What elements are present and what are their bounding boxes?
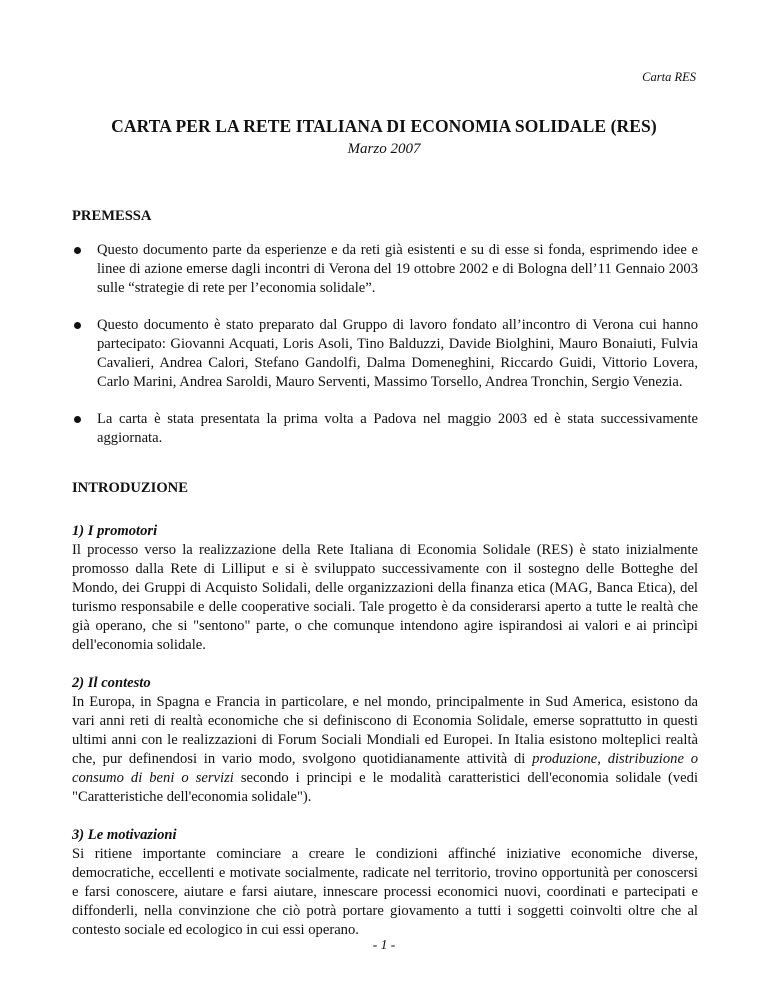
paragraph-text: In Europa, in Spagna e Francia in particolare, e nel mondo, principalmente in Sud America, esistono da vari anni reti di realtà economiche che si definiscono di Economia Solidale, emerse soprattutto in questi ultimi anni con le realizzazioni di Forum Sociali Mondiali ed Europei. In Italia esistono molteplici realtà che, pur definendosi in vario modo, svolgono quotidianamente attività di <box>72 694 698 767</box>
paragraph-promotori: Il processo verso la realizzazione della Rete Italiana di Economia Solidale (RES) è stato inizialmente promosso dalla Rete di Lilliput e si è sviluppato successivamente con il sostegno delle Botteghe del Mondo, dei Gruppi di Acquisto Solidali, delle organizzazioni della finanza etica (MAG, Banca Etica), del turismo responsabile e delle cooperative sociali. Tale progetto è da considerarsi aperto a tutte le realtà che già operano, che si "sentono" parte, o che comunque intendono agire ispirandosi ai valori e ai princìpi dell'economia solidale. <box>72 542 698 653</box>
premessa-list <box>72 241 698 448</box>
page-number: - 1 - <box>372 937 396 952</box>
list-item <box>72 410 698 448</box>
subsection-title-motivazioni: 3) Le motivazioni <box>72 827 177 843</box>
subsection-title-contesto: 2) Il contesto <box>72 675 151 691</box>
bullet-icon <box>74 247 81 254</box>
list-item <box>72 316 698 392</box>
paragraph-text: secondo i principi e le modalità caratteristici dell'economia solidale (vedi "Caratteristiche dell'economia solidale"). <box>72 770 698 805</box>
bullet-icon <box>74 322 81 329</box>
list-item-text: Questo documento parte da esperienze e da reti già esistenti e su di esse si fonda, esprimendo idee e linee di azione emerse dagli incontri di Verona del 19 ottobre 2002 e di Bologna dell’11 Gennaio 2003 sulle “strategie di rete per l’economia solidale”. <box>97 242 698 296</box>
document-title: CARTA PER LA RETE ITALIANA DI ECONOMIA SOLIDALE (RES) <box>111 116 657 136</box>
paragraph-emphasis: produzione, distribuzione o consumo di beni o servizi <box>72 751 698 786</box>
bullet-icon <box>74 416 81 423</box>
introduzione-heading: INTRODUZIONE <box>72 480 188 496</box>
premessa-heading: PREMESSA <box>72 208 152 224</box>
paragraph-motivazioni: Si ritiene importante cominciare a creare le condizioni affinché iniziative economiche diverse, democratiche, eccellenti e motivate socialmente, radicate nel territorio, trovino opportunità per conoscersi e farsi conoscere, aiutare e farsi aiutare, innescare processi economici nuovi, coordinati e partecipati e diffonderli, nella convinzione che ciò potrà portare giovamento a tutti i soggetti coinvolti oltre che al contesto sociale ed ecologico in cui essi operano. <box>72 846 698 938</box>
running-header: Carta RES <box>642 70 696 84</box>
document-body <box>72 207 698 959</box>
list-item-text: La carta è stata presentata la prima volta a Padova nel maggio 2003 ed è stata successivamente aggiornata. <box>97 411 698 446</box>
subsection-title-promotori: 1) I promotori <box>72 523 158 539</box>
paragraph-contesto <box>72 693 698 807</box>
list-item <box>72 241 698 298</box>
list-item-text: Questo documento è stato preparato dal Gruppo di lavoro fondato all’incontro di Verona cui hanno partecipato: Giovanni Acquati, Loris Asoli, Tino Balduzzi, Davide Biolghini, Mauro Bonaiuti, Fulvia Cavalieri, Andrea Calori, Stefano Gandolfi, Dalma Domeneghini, Riccardo Guidi, Vittorio Lovera, Carlo Marini, Andrea Saroldi, Mauro Serventi, Massimo Torsello, Andrea Tronchin, Sergio Venezia. <box>97 317 698 390</box>
document-date: Marzo 2007 <box>347 141 421 157</box>
